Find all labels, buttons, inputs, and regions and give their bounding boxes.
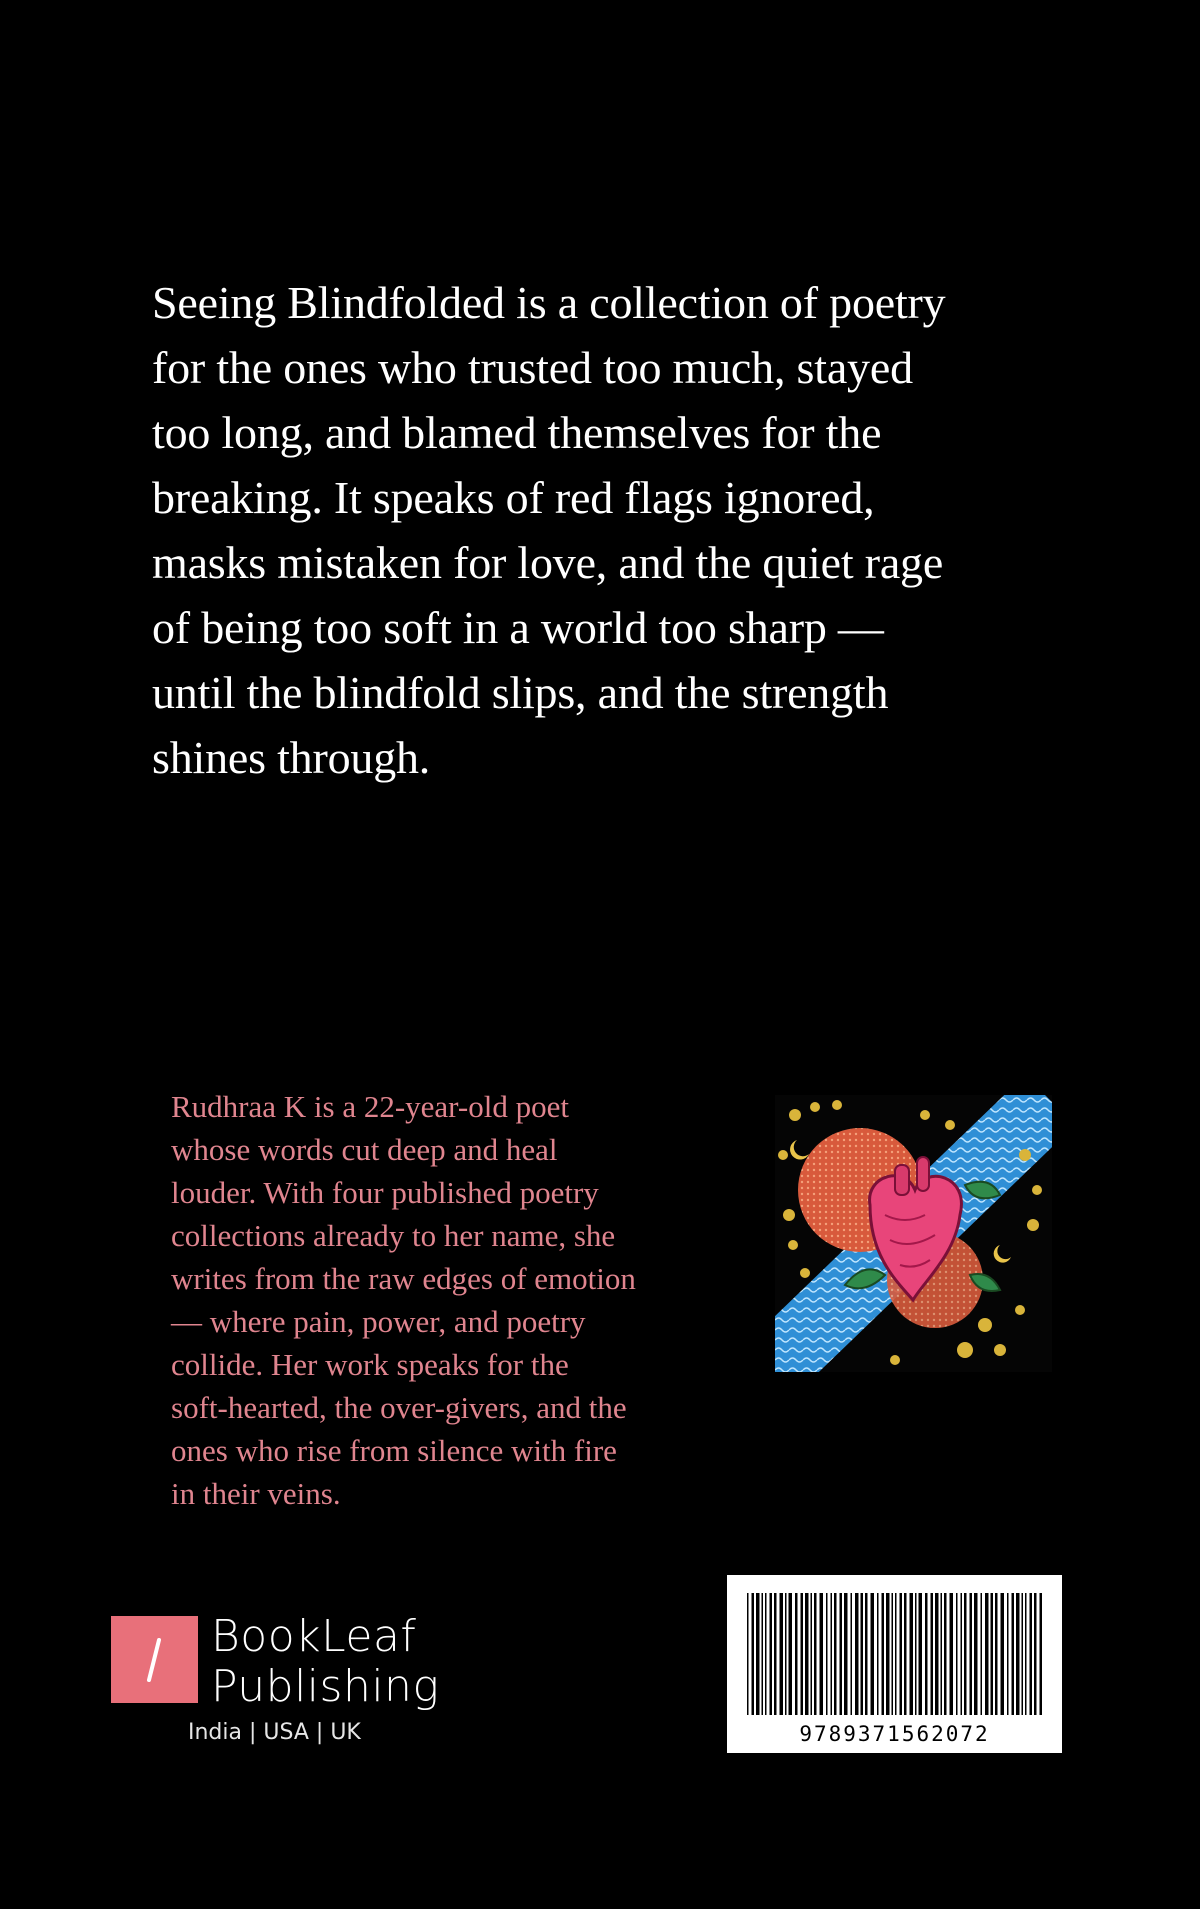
barcode-bar bbox=[831, 1593, 833, 1715]
bio-line: soft-hearted, the over-givers, and the bbox=[171, 1390, 627, 1425]
barcode-bar bbox=[770, 1593, 773, 1715]
barcode-bar bbox=[785, 1593, 787, 1715]
barcode-bar bbox=[814, 1593, 817, 1715]
barcode-bar bbox=[762, 1593, 764, 1715]
barcode-bar bbox=[820, 1593, 824, 1715]
bio-line: whose words cut deep and heal bbox=[171, 1132, 558, 1167]
blurb-line: until the blindfold slips, and the strength bbox=[152, 667, 889, 718]
barcode-bar bbox=[961, 1593, 963, 1715]
barcode-bar bbox=[944, 1593, 947, 1715]
blurb-line: of being too soft in a world too sharp — bbox=[152, 602, 884, 653]
blurb-line: breaking. It speaks of red flags ignored, bbox=[152, 472, 875, 523]
publisher-name bbox=[211, 1612, 439, 1712]
isbn-barcode bbox=[727, 1575, 1062, 1753]
blurb-line: shines through. bbox=[152, 732, 431, 783]
barcode-bar bbox=[925, 1593, 928, 1715]
publisher-name-line2: Publishing bbox=[211, 1661, 440, 1712]
barcode-bar bbox=[789, 1593, 793, 1715]
bio-line: collide. Her work speaks for the bbox=[171, 1347, 569, 1382]
barcode-bar bbox=[774, 1593, 777, 1715]
barcode-bar bbox=[865, 1593, 868, 1715]
barcode-bar bbox=[1001, 1593, 1005, 1715]
barcode-bar bbox=[1022, 1593, 1024, 1715]
slash-icon bbox=[111, 1616, 198, 1703]
barcode-bar bbox=[851, 1593, 853, 1715]
barcode-bar bbox=[855, 1593, 859, 1715]
publisher-regions: India | USA | UK bbox=[188, 1720, 361, 1745]
publisher-logo bbox=[111, 1612, 441, 1752]
barcode-bar bbox=[811, 1593, 813, 1715]
barcode-bar bbox=[991, 1593, 994, 1715]
barcode-bar bbox=[950, 1593, 954, 1715]
bio-line: collections already to her name, she bbox=[171, 1218, 616, 1253]
barcode-bar bbox=[900, 1593, 903, 1715]
barcode-bar bbox=[970, 1593, 973, 1715]
barcode-bar bbox=[974, 1593, 978, 1715]
bio-line: in their veins. bbox=[171, 1476, 341, 1511]
barcode-bar bbox=[919, 1593, 923, 1715]
barcode-bar bbox=[995, 1593, 998, 1715]
barcode-bar bbox=[956, 1593, 958, 1715]
bio-line: ones who rise from silence with fire bbox=[171, 1433, 617, 1468]
barcode-bar bbox=[915, 1593, 917, 1715]
barcode-bar bbox=[840, 1593, 843, 1715]
barcode-bar bbox=[844, 1593, 848, 1715]
isbn-number: 9789371562072 bbox=[799, 1722, 990, 1746]
barcode-bar bbox=[886, 1593, 890, 1715]
publisher-name-line1: BookLeaf bbox=[211, 1611, 417, 1662]
barcode-bar bbox=[871, 1593, 875, 1715]
author-bio bbox=[171, 1085, 731, 1515]
bio-line: Rudhraa K is a 22-year-old poet bbox=[171, 1089, 569, 1124]
barcode-bar bbox=[752, 1593, 755, 1715]
barcode-bar bbox=[861, 1593, 864, 1715]
barcode-bar bbox=[931, 1593, 934, 1715]
barcode-bar bbox=[780, 1593, 784, 1715]
barcode-bar bbox=[1030, 1593, 1033, 1715]
barcode-bar bbox=[935, 1593, 939, 1715]
barcode-bar bbox=[910, 1593, 914, 1715]
barcode-bar bbox=[756, 1593, 760, 1715]
blurb-line: Seeing Blindfolded is a collection of poetry bbox=[152, 277, 946, 328]
barcode-bar bbox=[805, 1593, 809, 1715]
barcode-bar bbox=[1034, 1593, 1037, 1715]
barcode-bar bbox=[904, 1593, 907, 1715]
barcode-bar bbox=[1016, 1593, 1020, 1715]
barcode-bar bbox=[1040, 1593, 1043, 1715]
barcode-bar bbox=[747, 1593, 749, 1715]
barcode-bar bbox=[981, 1593, 983, 1715]
barcode-bar bbox=[964, 1593, 967, 1715]
bio-line: — where pain, power, and poetry bbox=[171, 1304, 586, 1339]
blurb-line: masks mistaken for love, and the quiet rage bbox=[152, 537, 944, 588]
barcode-bar bbox=[826, 1593, 828, 1715]
heart-artwork-image bbox=[775, 1095, 1052, 1372]
barcode-bar bbox=[834, 1593, 837, 1715]
barcode-bar bbox=[795, 1593, 798, 1715]
bio-line: louder. With four published poetry bbox=[171, 1175, 599, 1210]
blurb-line: too long, and blamed themselves for the bbox=[152, 407, 882, 458]
blurb-line: for the ones who trusted too much, stayed bbox=[152, 342, 913, 393]
barcode-bars bbox=[745, 1593, 1044, 1715]
barcode-bar bbox=[1012, 1593, 1015, 1715]
barcode-bar bbox=[801, 1593, 804, 1715]
barcode-bar bbox=[941, 1593, 943, 1715]
barcode-bar bbox=[892, 1593, 894, 1715]
book-blurb bbox=[152, 270, 1052, 790]
barcode-bar bbox=[985, 1593, 989, 1715]
barcode-bar bbox=[882, 1593, 885, 1715]
bio-line: writes from the raw edges of emotion bbox=[171, 1261, 636, 1296]
barcode-bar bbox=[765, 1593, 767, 1715]
barcode-bar bbox=[1007, 1593, 1009, 1715]
barcode-bar bbox=[895, 1593, 897, 1715]
barcode-bar bbox=[1025, 1593, 1027, 1715]
barcode-bar bbox=[877, 1593, 879, 1715]
